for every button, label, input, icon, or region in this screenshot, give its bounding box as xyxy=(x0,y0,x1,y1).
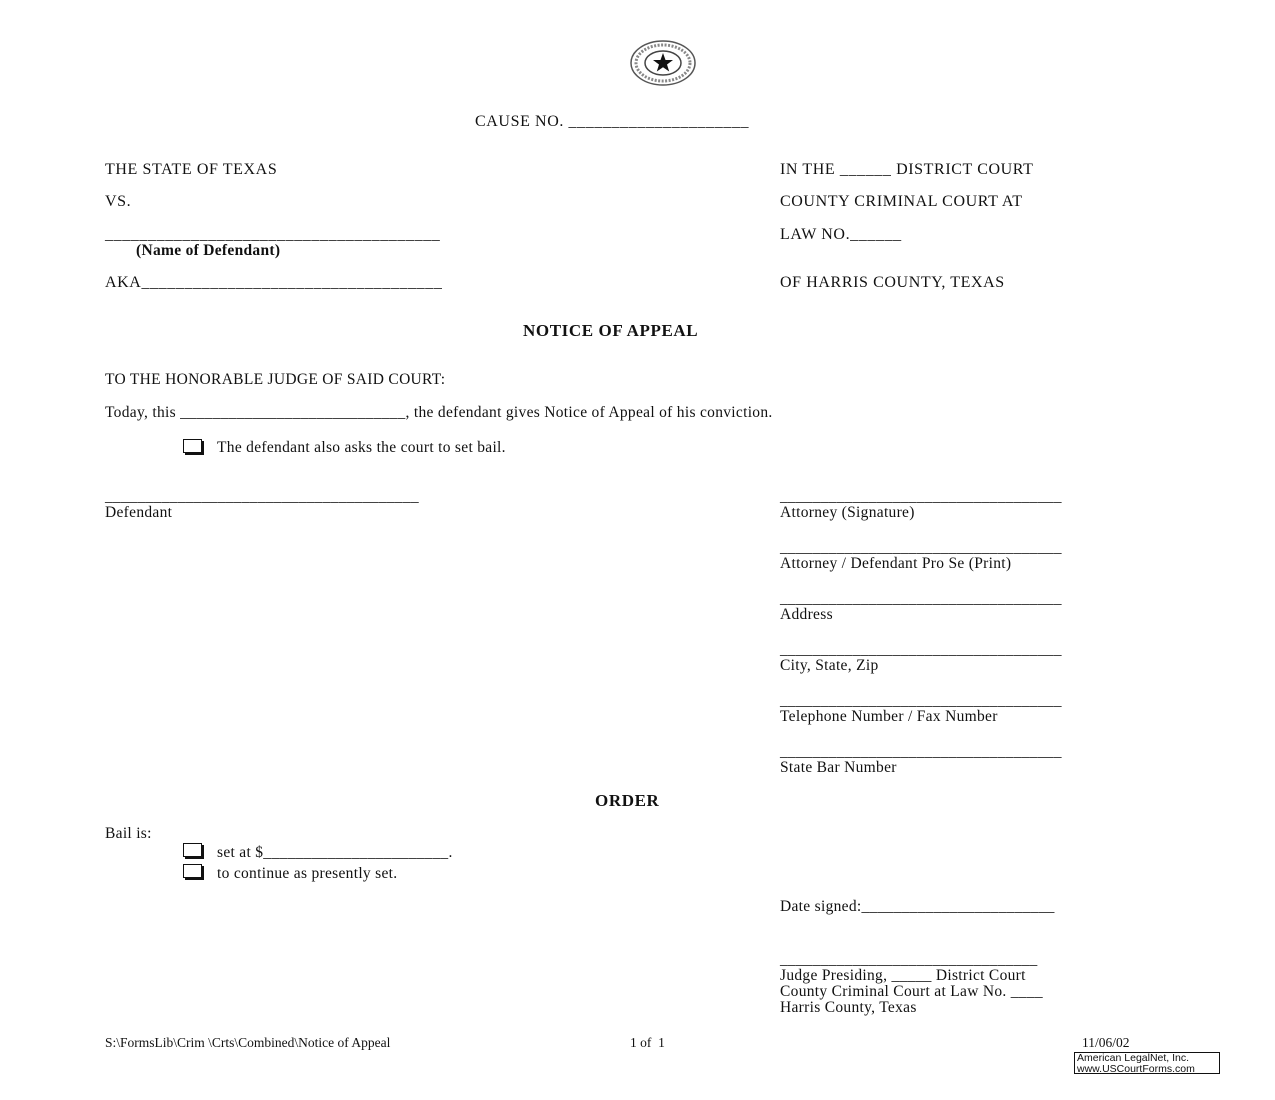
city-state-zip-line[interactable]: ___________________________________ xyxy=(780,641,1062,658)
defendant-name-field[interactable]: _______________________________________ xyxy=(105,226,441,243)
state-of-texas-label: THE STATE OF TEXAS xyxy=(105,161,278,178)
county-court-law-label: County Criminal Court at Law No. ____ xyxy=(780,983,1043,1000)
telephone-fax-line[interactable]: ___________________________________ xyxy=(780,692,1062,709)
brand-box xyxy=(1074,1052,1220,1074)
footer-page-number: 1 of 1 xyxy=(630,1035,665,1050)
vs-label: VS. xyxy=(105,193,132,210)
attorney-signature-label: Attorney (Signature) xyxy=(780,504,915,521)
attorney-print-label: Attorney / Defendant Pro Se (Print) xyxy=(780,555,1012,572)
aka-field[interactable]: AKA___________________________________ xyxy=(105,274,443,291)
defendant-name-label: (Name of Defendant) xyxy=(136,242,281,259)
footer-file-path: S:\FormsLib\Crim \Crts\Combined\Notice of Appeal xyxy=(105,1035,391,1050)
attorney-print-line[interactable]: ___________________________________ xyxy=(780,539,1062,556)
telephone-fax-label: Telephone Number / Fax Number xyxy=(780,708,998,725)
bail-set-at-checkbox[interactable] xyxy=(183,843,202,857)
salutation: TO THE HONORABLE JUDGE OF SAID COURT: xyxy=(105,371,446,388)
defendant-signature-label: Defendant xyxy=(105,504,173,521)
state-bar-line[interactable]: ___________________________________ xyxy=(780,743,1062,760)
defendant-signature-line[interactable]: _______________________________________ xyxy=(105,488,419,505)
address-label: Address xyxy=(780,606,833,623)
law-number-field[interactable]: LAW NO.______ xyxy=(780,226,902,243)
brand-url[interactable]: www.USCourtForms.com xyxy=(1077,1063,1195,1075)
judge-signature-line[interactable]: ________________________________ xyxy=(780,951,1038,968)
bail-continue-label: to continue as presently set. xyxy=(217,865,398,882)
notice-title: NOTICE OF APPEAL xyxy=(523,321,699,340)
judge-presiding-label: Judge Presiding, _____ District Court xyxy=(780,967,1026,984)
footer-date: 11/06/02 xyxy=(1082,1035,1130,1050)
cause-number-field[interactable]: CAUSE NO. _____________________ xyxy=(475,113,750,130)
city-state-zip-label: City, State, Zip xyxy=(780,657,879,674)
date-signed-field[interactable]: Date signed:________________________ xyxy=(780,898,1055,915)
notice-body[interactable]: Today, this ____________________________, the defendant gives Notice of Appeal of his conviction. xyxy=(105,404,773,421)
harris-county-label: OF HARRIS COUNTY, TEXAS xyxy=(780,274,1005,291)
set-bail-label: The defendant also asks the court to set bail. xyxy=(217,439,506,456)
brand-name: American LegalNet, Inc. xyxy=(1077,1052,1190,1064)
harris-county-texas-label: Harris County, Texas xyxy=(780,999,917,1016)
state-bar-label: State Bar Number xyxy=(780,759,897,776)
bail-set-at-field[interactable]: set at $_______________________. xyxy=(217,844,453,861)
texas-state-seal-icon xyxy=(630,40,696,86)
district-court-field[interactable]: IN THE ______ DISTRICT COURT xyxy=(780,161,1034,178)
order-title: ORDER xyxy=(595,791,660,810)
address-line[interactable]: ___________________________________ xyxy=(780,590,1062,607)
attorney-signature-line[interactable]: ___________________________________ xyxy=(780,488,1062,505)
bail-is-label: Bail is: xyxy=(105,825,152,842)
county-criminal-court-label: COUNTY CRIMINAL COURT AT xyxy=(780,193,1023,210)
set-bail-checkbox[interactable] xyxy=(183,439,202,453)
bail-continue-checkbox[interactable] xyxy=(183,864,202,878)
